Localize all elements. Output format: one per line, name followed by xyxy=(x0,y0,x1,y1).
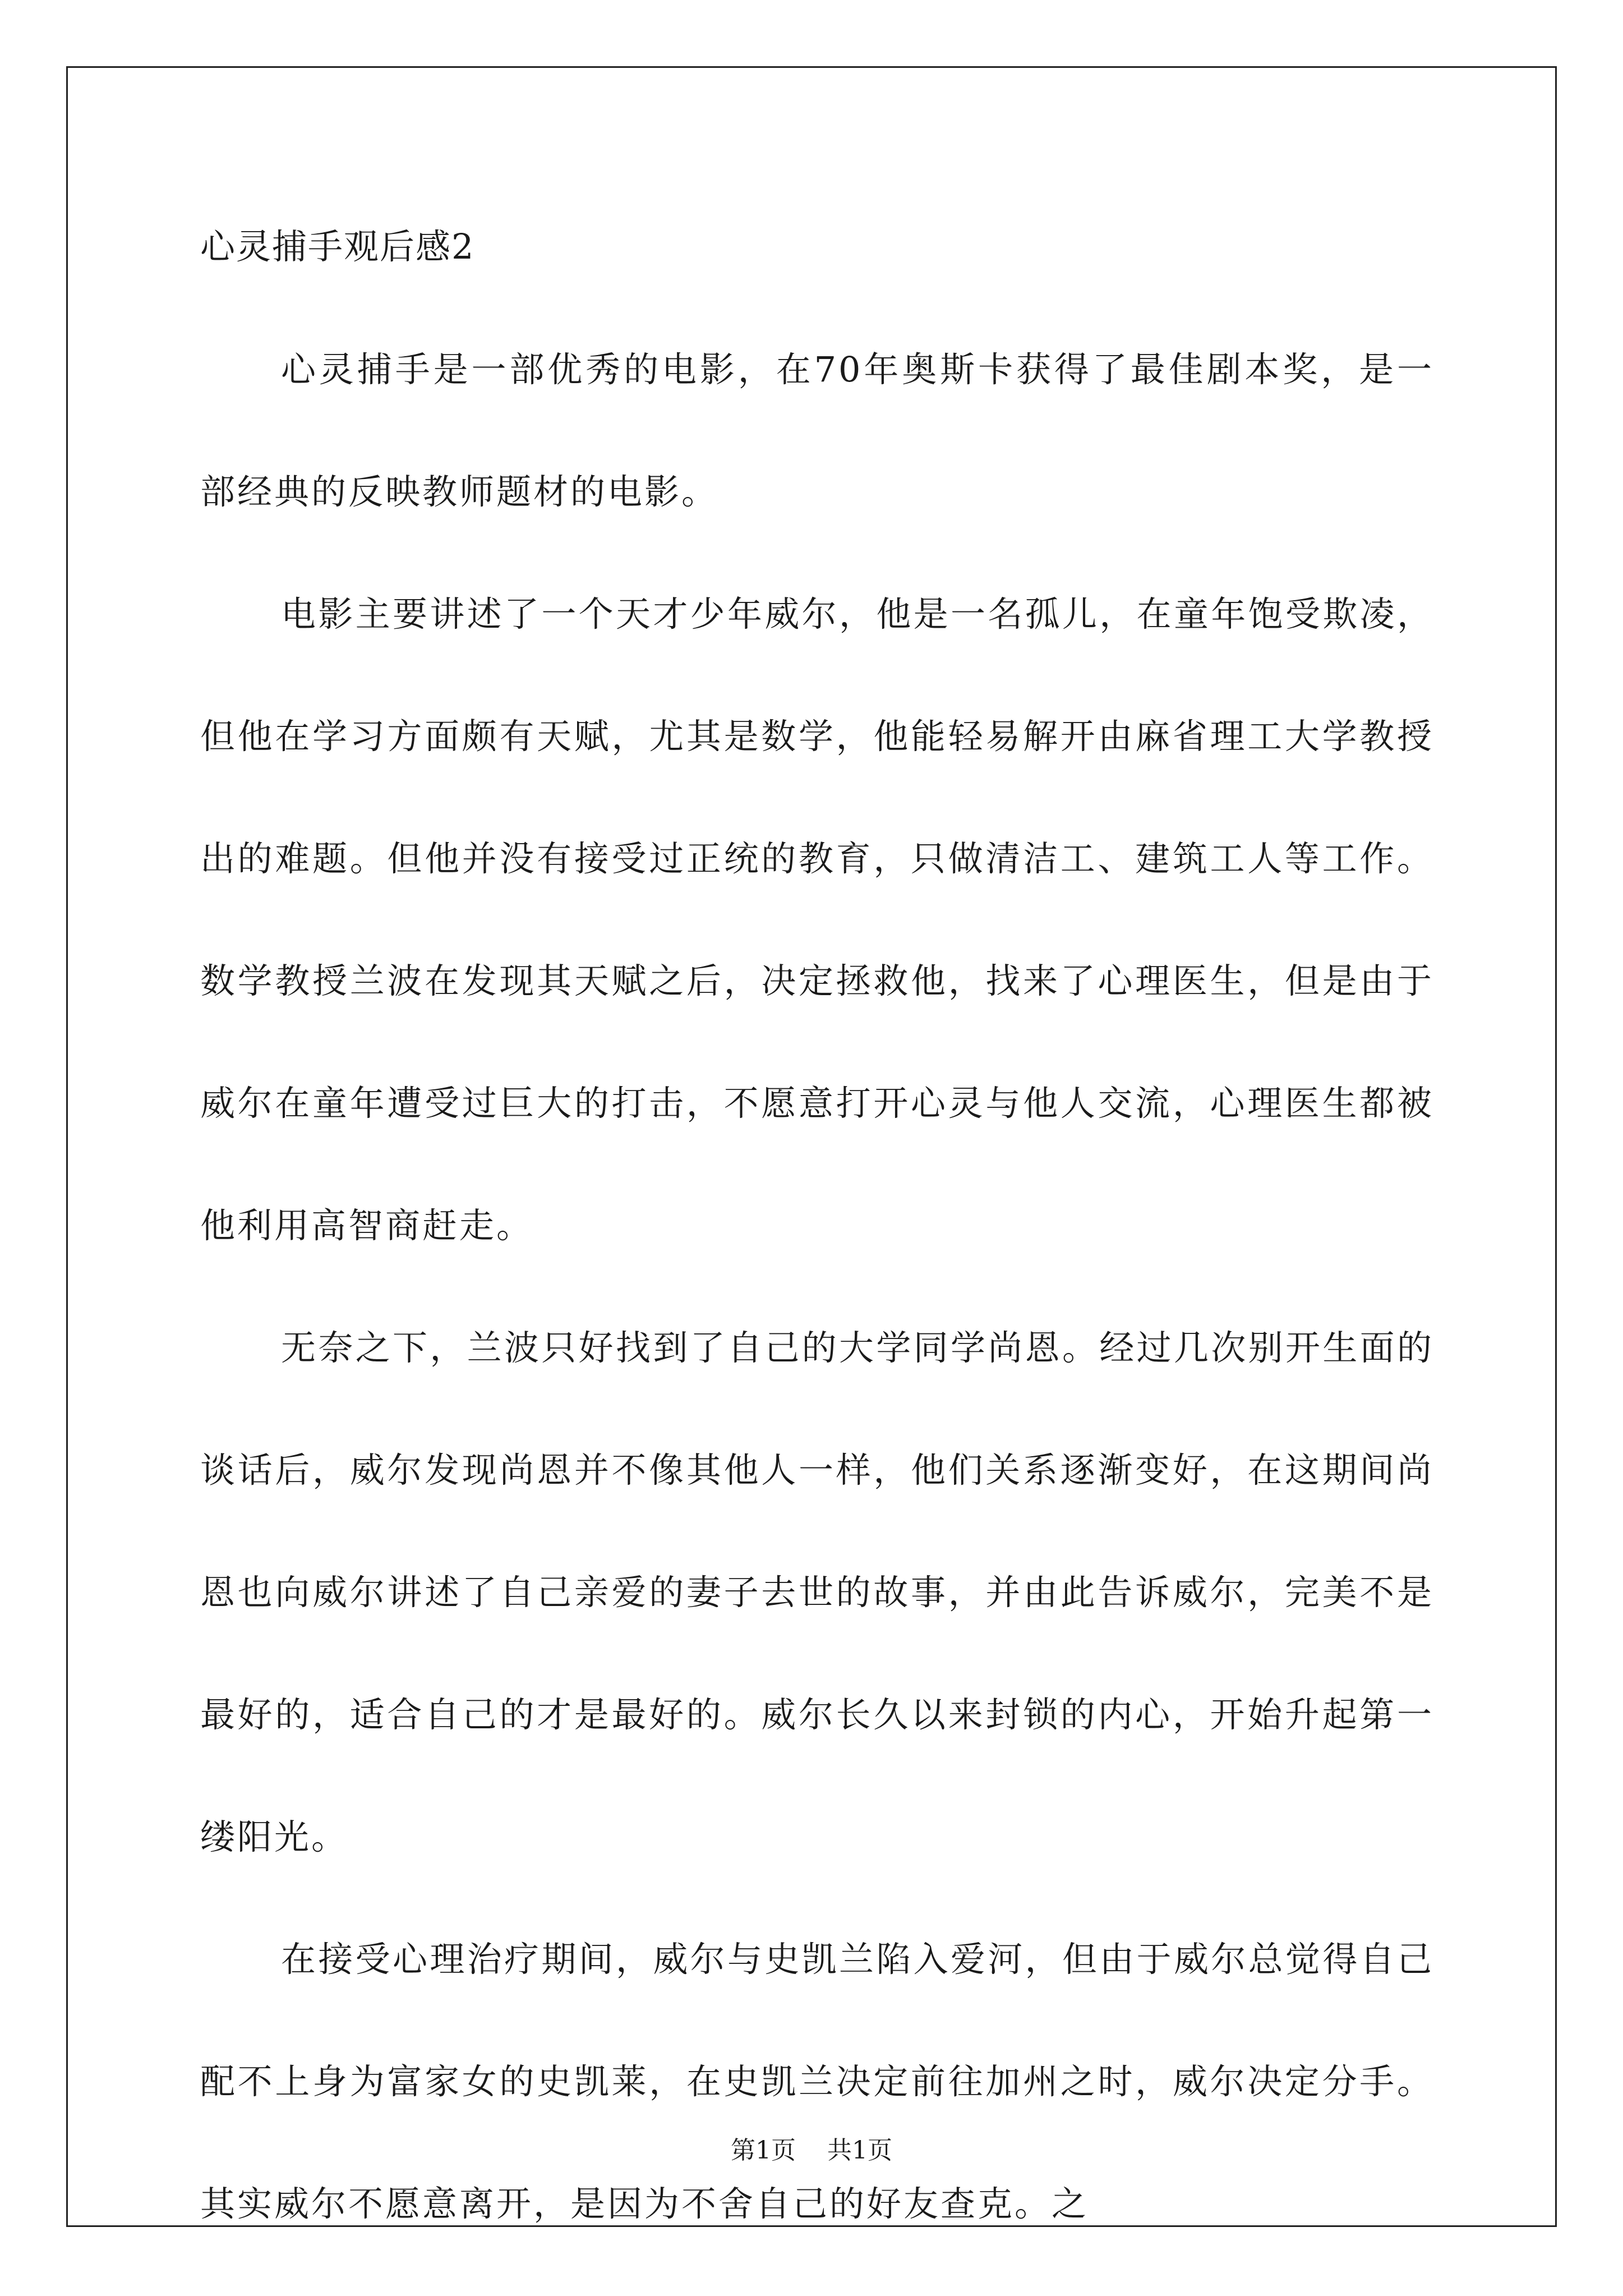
page-number-total: 共1页 xyxy=(827,2136,892,2165)
paragraph-2: 电影主要讲述了一个天才少年威尔，他是一名孤儿，在童年饱受欺凌，但他在学习方面颇有天赋，尤其是数学，他能轻易解开由麻省理工大学教授出的难题。但他并没有接受过正统的教育，只做清洁工、建筑工人等工作。数学教授兰波在发现其天赋之后，决定拯救他，找来了心理医生，但是由于威尔在童年遭受过巨大的打击，不愿意打开心灵与他人交流，心理医生都被他利用高智商赶走。 xyxy=(200,593,1434,1246)
paragraph-3: 无奈之下，兰波只好找到了自己的大学同学尚恩。经过几次别开生面的谈话后，威尔发现尚恩并不像其他人一样，他们关系逐渐变好，在这期间尚恩也向威尔讲述了自己亲爱的妻子去世的故事，并由此告诉威尔，完美不是最好的，适合自己的才是最好的。威尔长久以来封锁的内心，开始升起第一缕阳光。 xyxy=(200,1327,1434,1857)
paragraph-4: 在接受心理治疗期间，威尔与史凯兰陷入爱河，但由于威尔总觉得自己配不上身为富家女的史凯莱，在史凯兰决定前往加州之时，威尔决定分手。其实威尔不愿意离开，是因为不舍自己的好友查克。之 xyxy=(200,1939,1434,2224)
document-title: 心灵捕手观后感2 xyxy=(200,226,475,267)
page-number-current: 第1页 xyxy=(731,2136,796,2165)
paragraph-1: 心灵捕手是一部优秀的电影，在70年奥斯卡获得了最佳剧本奖，是一部经典的反映教师题材的电影。 xyxy=(200,349,1434,512)
document-body xyxy=(200,224,1434,2265)
page-footer xyxy=(0,2135,1623,2166)
